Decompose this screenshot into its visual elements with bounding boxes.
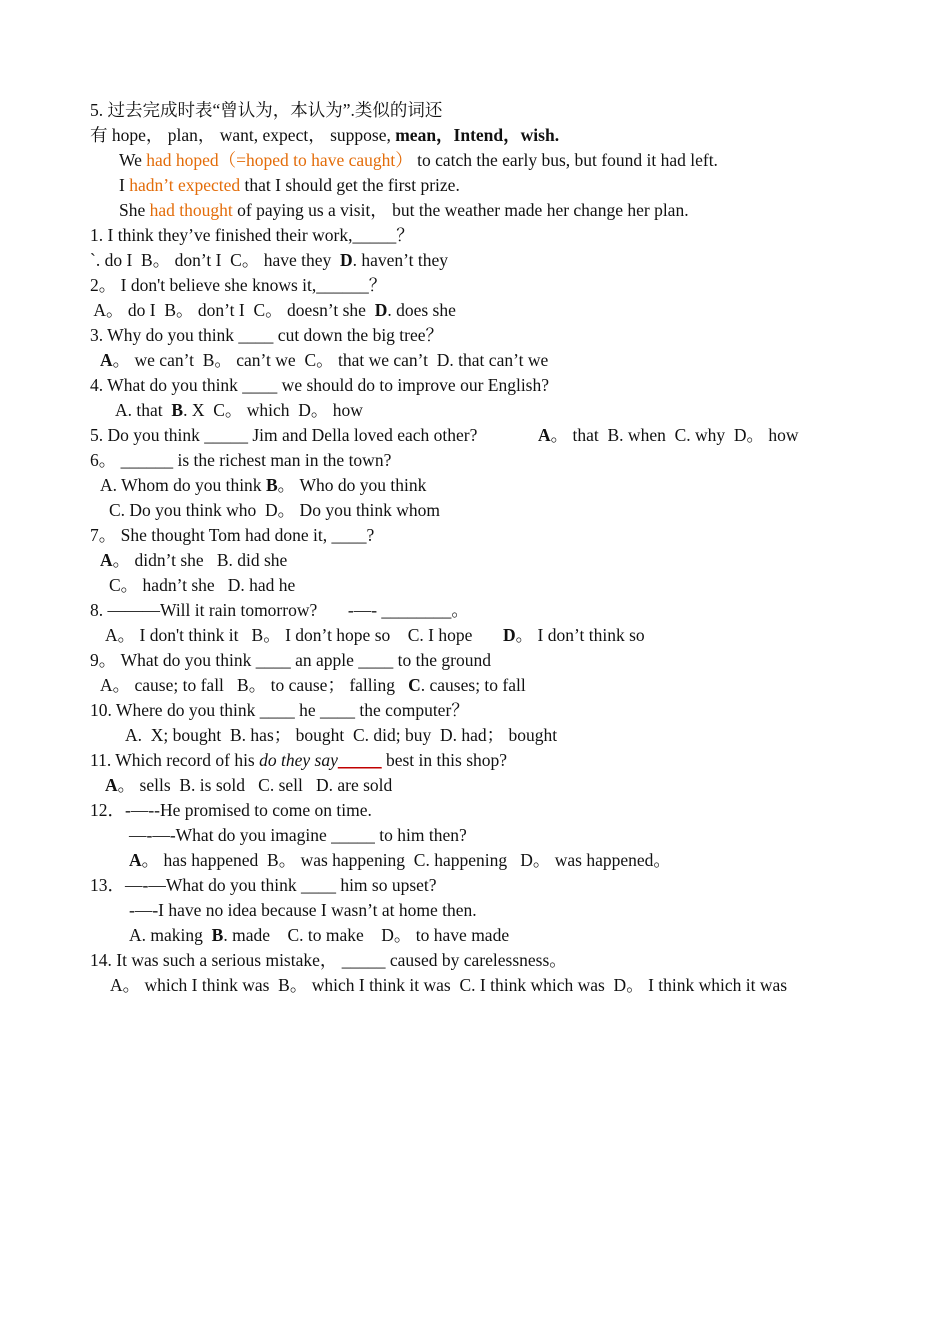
question-11: 11. Which record of his do they say_____ best in this shop? — [90, 750, 508, 770]
question-12-options: A。 has happened B。 was happening C. happening D。 was happened。 — [129, 850, 671, 870]
question-4: 4. What do you think ____ we should do to improve our English? — [90, 375, 550, 395]
question-11-options: A。 sells B. is sold C. sell D. are sold — [105, 775, 393, 795]
question-10-options: A. X; bought B. has； bought C. did; buy D. had； bought — [125, 725, 558, 745]
question-1-options: `. do I B。 don’t I C。 have they D. haven’t they — [90, 250, 449, 270]
question-13-dialog: -—-I have no idea because I wasn’t at home then. — [129, 900, 477, 920]
question-13-options: A. making B. made C. to make D。 to have made — [129, 925, 510, 945]
question-8-options: A。 I don't think it B。 I don’t hope so C. I hope D。 I don’t think so — [105, 625, 645, 645]
example-1: We had hoped（=hoped to have caught） to catch the early bus, but found it had left. — [119, 150, 718, 170]
section-title: 5. 过去完成时表“曾认为，本认为”.类似的词还 — [90, 100, 443, 120]
question-3: 3. Why do you think ____ cut down the big tree？ — [90, 325, 444, 345]
question-9-options: A。 cause; to fall B。 to cause； falling C. causes; to fall — [100, 675, 526, 695]
example-3: She had thought of paying us a visit， but the weather made her change her plan. — [119, 200, 689, 220]
question-7-options-cd: C。 hadn’t she D. had he — [109, 575, 296, 595]
verb-list: 有 hope， plan， want, expect， suppose, mean，Intend，wish. — [90, 125, 560, 145]
question-13: 13．—-—What do you think ____ him so upset? — [90, 875, 437, 895]
question-9: 9。 What do you think ____ an apple ____ to the ground — [90, 650, 491, 670]
question-7: 7。 She thought Tom had done it, ____? — [90, 525, 375, 545]
question-2: 2。 I don't believe she knows it,______？ — [90, 275, 387, 295]
question-8: 8. ———Will it rain tomorrow? -—- ________。 — [90, 600, 469, 620]
question-12-dialog: —-—-What do you imagine _____ to him then? — [129, 825, 467, 845]
question-14: 14. It was such a serious mistake， _____ caused by carelessness。 — [90, 950, 567, 970]
example-2: I hadn’t expected that I should get the first prize. — [119, 175, 460, 195]
question-3-options: A。 we can’t B。 can’t we C。 that we can’t D. that can’t we — [100, 350, 549, 370]
question-6-options-cd: C. Do you think who D。 Do you think whom — [109, 500, 441, 520]
question-14-options: A。 which I think was B。 which I think it was C. I think which was D。 I think which it was — [110, 975, 788, 995]
question-5-options: A。 that B. when C. why D。 how — [538, 425, 799, 445]
question-1: 1. I think they’ve finished their work,_____？ — [90, 225, 414, 245]
question-6: 6。 ______ is the richest man in the town? — [90, 450, 392, 470]
question-2-options: A。 do I B。 don’t I C。 doesn’t she D. does she — [90, 300, 456, 320]
question-5: 5. Do you think _____ Jim and Della loved each other? — [90, 425, 478, 445]
question-6-options-ab: A. Whom do you think B。 Who do you think — [100, 475, 427, 495]
question-4-options: A. that B. X C。 which D。 how — [115, 400, 363, 420]
question-12: 12．-—--He promised to come on time. — [90, 800, 372, 820]
question-10: 10. Where do you think ____ he ____ the computer？ — [90, 700, 469, 720]
question-7-options-ab: A。 didn’t she B. did she — [100, 550, 288, 570]
